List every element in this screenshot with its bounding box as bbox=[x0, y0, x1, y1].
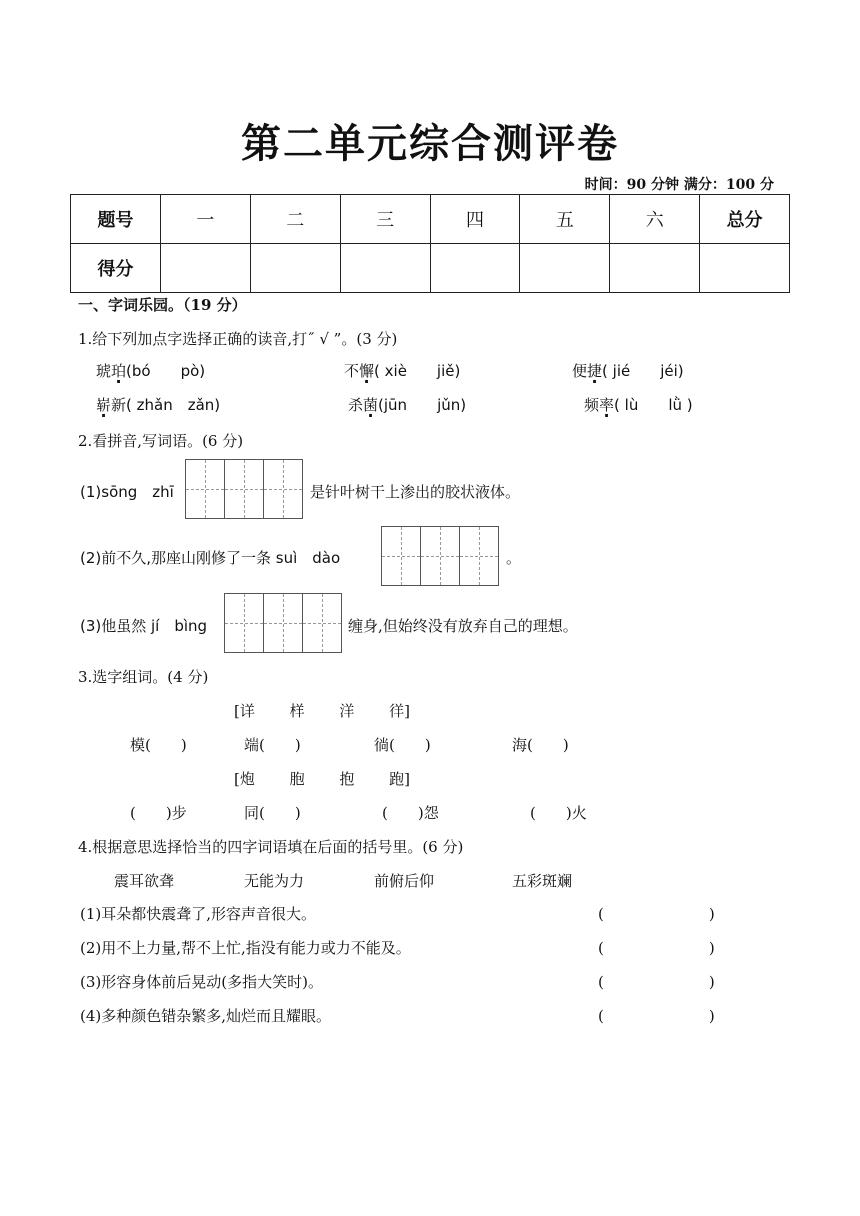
answer-bracket[interactable]: ( ) bbox=[598, 939, 715, 957]
idiom-option: 五彩斑斓 bbox=[512, 872, 573, 890]
definition-item: (4)多种颜色错杂繁多,灿烂而且耀眼。 bbox=[80, 1007, 332, 1025]
score-cell[interactable] bbox=[430, 244, 520, 293]
fill-blank[interactable]: 模( ) bbox=[130, 736, 187, 754]
q2-line1-suffix: 是针叶树干上渗出的胶状液体。 bbox=[310, 483, 521, 501]
writing-grid[interactable] bbox=[185, 459, 303, 519]
score-header-cell: 四 bbox=[430, 195, 520, 244]
fill-blank[interactable]: 同( ) bbox=[244, 804, 301, 822]
score-header-cell: 二 bbox=[250, 195, 340, 244]
fill-blank[interactable]: ( )火 bbox=[530, 804, 587, 822]
definition-item: (1)耳朵都快震聋了,形容声音很大。 bbox=[80, 905, 317, 923]
score-table-header-row bbox=[71, 195, 790, 244]
writing-grid[interactable] bbox=[381, 526, 499, 586]
q2-line2-suffix: 。 bbox=[506, 549, 522, 567]
pinyin-item: 不懈( xiè jiě) bbox=[344, 362, 461, 380]
q2-line3-prefix: (3)他虽然 jí bìng bbox=[80, 617, 208, 635]
exam-meta: 时间：90 分钟 满分：100 分 bbox=[584, 177, 774, 193]
fill-blank[interactable]: ( )怨 bbox=[382, 804, 439, 822]
score-header-cell: 一 bbox=[160, 195, 250, 244]
question-2-title: 2.看拼音,写词语。(6 分) bbox=[78, 432, 244, 450]
score-cell[interactable] bbox=[610, 244, 700, 293]
score-cell[interactable] bbox=[160, 244, 250, 293]
definition-item: (3)形容身体前后晃动(多指大笑时)。 bbox=[80, 973, 323, 991]
fill-blank[interactable]: 海( ) bbox=[512, 736, 569, 754]
pinyin-item: 便捷( jié jéi) bbox=[572, 362, 684, 380]
score-row-label: 得分 bbox=[71, 244, 161, 293]
fill-blank[interactable]: ( )步 bbox=[130, 804, 187, 822]
score-header-cell: 题号 bbox=[71, 195, 161, 244]
q2-line1-prefix: (1)sōng zhī bbox=[80, 483, 174, 501]
pinyin-item: 频率( lù lǜ ) bbox=[584, 396, 693, 414]
pinyin-item: 杀菌(jūn jǔn) bbox=[348, 396, 467, 414]
score-header-cell: 三 bbox=[340, 195, 430, 244]
section-heading: 一、字词乐园。（19 分） bbox=[78, 296, 247, 314]
idiom-option: 前俯后仰 bbox=[374, 872, 435, 890]
score-cell[interactable] bbox=[250, 244, 340, 293]
score-header-cell: 五 bbox=[520, 195, 610, 244]
idiom-option: 震耳欲聋 bbox=[114, 872, 175, 890]
page-title: 第二单元综合测评卷 bbox=[241, 121, 619, 167]
score-table bbox=[70, 194, 790, 293]
fill-blank[interactable]: 端( ) bbox=[244, 736, 301, 754]
score-cell[interactable] bbox=[520, 244, 610, 293]
score-table-score-row bbox=[71, 244, 790, 293]
answer-bracket[interactable]: ( ) bbox=[598, 973, 715, 991]
question-4-title: 4.根据意思选择恰当的四字词语填在后面的括号里。(6 分) bbox=[78, 838, 464, 856]
char-group: [炮 胞 抱 跑] bbox=[234, 770, 411, 788]
score-cell[interactable] bbox=[340, 244, 430, 293]
answer-bracket[interactable]: ( ) bbox=[598, 905, 715, 923]
definition-item: (2)用不上力量,帮不上忙,指没有能力或力不能及。 bbox=[80, 939, 411, 957]
pinyin-item: 琥珀(bó pò) bbox=[96, 362, 206, 380]
score-cell[interactable] bbox=[700, 244, 790, 293]
q2-line2-prefix: (2)前不久,那座山刚修了一条 suì dào bbox=[80, 549, 341, 567]
score-header-cell: 总分 bbox=[700, 195, 790, 244]
writing-grid[interactable] bbox=[224, 593, 342, 653]
fill-blank[interactable]: 徜( ) bbox=[374, 736, 431, 754]
idiom-option: 无能为力 bbox=[244, 872, 305, 890]
question-1-title: 1.给下列加点字选择正确的读音,打˝ √ ”。(3 分) bbox=[78, 330, 398, 348]
char-group: [详 样 洋 徉] bbox=[234, 702, 411, 720]
score-header-cell: 六 bbox=[610, 195, 700, 244]
pinyin-item: 崭新( zhǎn zǎn) bbox=[96, 396, 221, 414]
q2-line3-suffix: 缠身,但始终没有放弃自己的理想。 bbox=[348, 617, 578, 635]
answer-bracket[interactable]: ( ) bbox=[598, 1007, 715, 1025]
question-3-title: 3.选字组词。(4 分) bbox=[78, 668, 209, 686]
